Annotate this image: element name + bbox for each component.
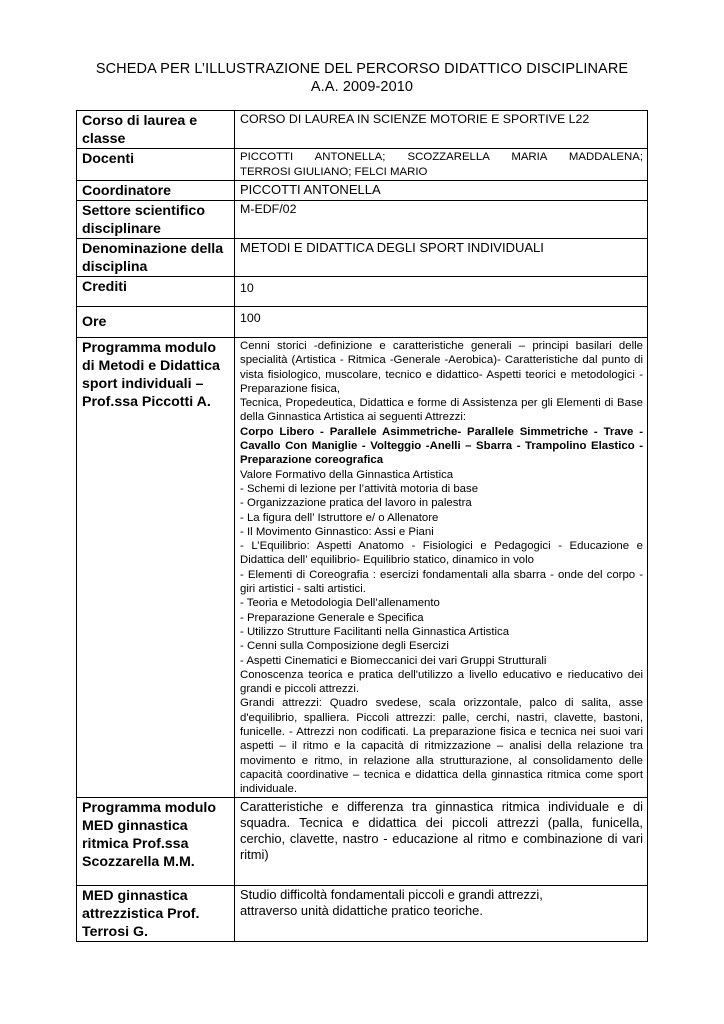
metodi-tecnica: Tecnica, Propedeutica, Didattica e forme di Assistenza per gli Elementi di Base della Ginnastica Artistica ai seguenti Attrezzi: bbox=[240, 397, 643, 424]
label-settore: Settore scientifico disciplinare bbox=[77, 201, 235, 239]
value-med-attrezzistica bbox=[235, 885, 648, 941]
row-ore bbox=[77, 307, 648, 338]
title-line-1: SCHEDA PER L’ILLUSTRAZIONE DEL PERCORSO DIDATTICO DISCIPLINARE bbox=[95, 61, 629, 77]
title-line-2: A.A. 2009-2010 bbox=[310, 79, 414, 95]
label-programma-med: Programma modulo MED ginnastica ritmica Prof.ssa Scozzarella M.M. bbox=[77, 797, 235, 885]
attrezzistica-line-1: Studio difficoltà fondamentali piccoli e grandi attrezzi, bbox=[240, 886, 543, 902]
docenti-line-1: PICCOTTI ANTONELLA; SCOZZARELLA MARIA MADDALENA; bbox=[240, 151, 643, 163]
metodi-item: - Elementi di Coreografia : esercizi fondamentali alla sbarra - onde del corpo - giri artistici - salti artistici. bbox=[240, 568, 643, 596]
row-programma-med bbox=[77, 797, 648, 885]
row-denominazione bbox=[77, 239, 648, 277]
value-denominazione: METODI E DIDATTICA DEGLI SPORT INDIVIDUALI bbox=[235, 239, 648, 277]
row-settore bbox=[77, 201, 648, 239]
course-info-table bbox=[76, 110, 648, 942]
value-docenti bbox=[235, 149, 648, 181]
attrezzistica-line-2: attraverso unità didattiche pratico teoriche. bbox=[240, 902, 483, 918]
label-docenti: Docenti bbox=[77, 149, 235, 181]
label-ore: Ore bbox=[77, 307, 235, 338]
label-crediti: Crediti bbox=[77, 277, 235, 307]
row-docenti bbox=[77, 149, 648, 181]
row-coordinatore bbox=[77, 181, 648, 201]
metodi-item: - L’Equilibrio: Aspetti Anatomo - Fisiologici e Pedagogici - Educazione e Didattica dell’ equilibrio- Equilibrio statico, dinamico in volo bbox=[240, 540, 643, 567]
metodi-item: - Schemi di lezione per l’attività motoria di base bbox=[240, 482, 479, 495]
document-title bbox=[0, 60, 724, 96]
value-settore: M-EDF/02 bbox=[235, 201, 648, 239]
metodi-item: - Utilizzo Strutture Facilitanti nella Ginnastica Artistica bbox=[240, 625, 510, 638]
metodi-item: - Cenni sulla Composizione degli Esercizi bbox=[240, 640, 449, 653]
metodi-intro: Cenni storici -definizione e caratteristiche generali – principi basilari delle specialità (Artistica - Ritmica -Generale -Aerobica)- Caratteristiche dal punto di vista fisiologico, muscolare, tecnico e didattico- Aspetti teorici e metodologici - Preparazione fisica, bbox=[240, 340, 643, 395]
value-corso: CORSO DI LAUREA IN SCIENZE MOTORIE E SPORTIVE L22 bbox=[235, 111, 648, 149]
metodi-item: - Teoria e Metodologia Dell’allenamento bbox=[240, 597, 440, 610]
label-coordinatore: Coordinatore bbox=[77, 181, 235, 201]
row-programma-metodi bbox=[77, 338, 648, 798]
value-programma-med: Caratteristiche e differenza tra ginnastica ritmica individuale e di squadra. Tecnica e didattica dei piccoli attrezzi (palla, funicella, cerchio, clavette, nastro - educazione al ritmo e combinazione di vari ritmi) bbox=[235, 797, 648, 885]
row-crediti bbox=[77, 277, 648, 307]
metodi-item: - Preparazione Generale e Specifica bbox=[240, 611, 424, 624]
row-med-attrezzistica bbox=[77, 885, 648, 941]
label-programma-metodi: Programma modulo di Metodi e Didattica sport individuali – Prof.ssa Piccotti A. bbox=[77, 338, 235, 798]
value-programma-metodi bbox=[235, 338, 648, 798]
metodi-item: - Aspetti Cinematici e Biomeccanici dei vari Gruppi Strutturali bbox=[240, 654, 547, 667]
value-crediti: 10 bbox=[235, 277, 648, 307]
value-ore: 100 bbox=[235, 307, 648, 338]
metodi-item: - Il Movimento Ginnastico: Assi e Piani bbox=[240, 525, 434, 538]
label-med-attrezzistica: MED ginnastica attrezzistica Prof. Terrosi G. bbox=[77, 885, 235, 941]
label-denominazione: Denominazione della disciplina bbox=[77, 239, 235, 277]
metodi-item: Conoscenza teorica e pratica dell'utilizzo a livello educativo e rieducativo dei grandi e piccoli attrezzi. bbox=[240, 668, 643, 696]
metodi-item: - Organizzazione pratica del lavoro in palestra bbox=[240, 497, 472, 510]
metodi-attrezzi: Corpo Libero - Parallele Asimmetriche- Parallele Simmetriche - Trave - Cavallo Con Maniglie - Volteggio -Anelli – Sbarra - Trampolino Elastico - Preparazione coreografica bbox=[240, 425, 643, 467]
metodi-item: - La figura dell’ Istruttore e/ o Allenatore bbox=[240, 511, 439, 524]
value-coordinatore: PICCOTTI ANTONELLA bbox=[235, 181, 648, 201]
label-corso: Corso di laurea e classe bbox=[77, 111, 235, 149]
docenti-line-2: TERROSI GIULIANO; FELCI MARIO bbox=[240, 165, 428, 178]
row-corso bbox=[77, 111, 648, 149]
metodi-item: Valore Formativo della Ginnastica Artistica bbox=[240, 468, 454, 481]
metodi-grandi-attrezzi: Grandi attrezzi: Quadro svedese, scala orizzontale, palco di salita, asse d'equilibrio, spalliera. Piccoli attrezzi: palle, cerchi, nastri, clavette, bastoni, funicelle. - Attrezzi non codificati. La preparazione fisica e tecnica nei suoi vari aspetti – il ritmo e la capacità di ritmizzazione – analisi della relazione tra movimento e ritmo, in relazione alla strutturazione, al consolidamento delle capacità coordinative – tecnica e didattica della ginnastica ritmica come sport individuale. bbox=[240, 697, 643, 796]
